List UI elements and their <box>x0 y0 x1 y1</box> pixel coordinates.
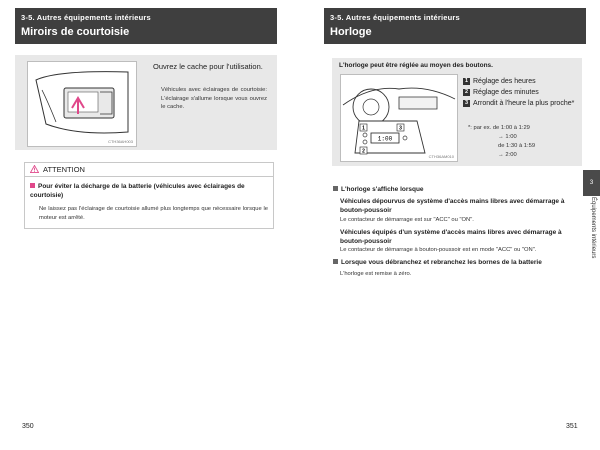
vehicle-b-heading: Véhicules équipés d'un système d'accès mains libres avec démarrage à bouton-poussoir <box>340 229 562 245</box>
vehicle-b-text: Le contacteur de démarrage à bouton-poussoir est en mode "ACC" ou "ON". <box>340 247 537 253</box>
dashboard-icon <box>341 75 457 161</box>
warning-icon <box>30 165 39 173</box>
chapter-tab: 3 <box>583 170 600 196</box>
attention-body: Ne laissez pas l'éclairage de courtoisie allumé plus longtemps que nécessaire lorsque le moteur est arrêté. <box>39 206 268 221</box>
vehicle-a-heading: Véhicules dépourvus de système d'accès mains libres avec démarrage à bouton-poussoir <box>340 198 565 214</box>
square-bullet-icon <box>333 186 338 191</box>
mirror-illustration <box>27 61 137 147</box>
footnote-prefix: *: par ex. <box>468 125 492 131</box>
attention-box <box>24 162 274 229</box>
attention-heading: Pour éviter la décharge de la batterie (véhicules avec éclairages de courtoisie) <box>30 183 245 199</box>
figure-id: CTH36AM010 <box>428 154 454 159</box>
page-number-left: 350 <box>22 423 34 430</box>
page-title: Horloge <box>330 26 372 38</box>
page-number-right: 351 <box>566 423 578 430</box>
clock-panel <box>332 58 582 166</box>
clock-intro: L'horloge peut être réglée au moyen des boutons. <box>339 62 493 69</box>
svg-text:3: 3 <box>399 125 402 132</box>
section-label: 3-5. Autres équipements intérieurs <box>330 13 460 22</box>
clock-readout: 1:00 <box>377 135 393 143</box>
vehicle-a-text: Le contacteur de démarrage est sur "ACC" ou "ON". <box>340 217 474 223</box>
callout-2: 2 Réglage des minutes <box>464 89 539 96</box>
attention-header <box>25 163 273 177</box>
callout-1: 1 Réglage des heures <box>464 78 536 85</box>
chapter-label: Équipements intérieurs <box>590 197 596 259</box>
page-header-right <box>324 8 586 44</box>
battery-text: L'horloge est remise à zéro. <box>340 271 412 277</box>
figure-id: CTH36AH003 <box>108 139 133 144</box>
attention-label: ATTENTION <box>43 165 85 174</box>
mirror-panel <box>15 55 277 150</box>
battery-heading: Lorsque vous débranchez et rebranchez les bornes de la batterie <box>333 258 578 268</box>
display-heading: L'horloge s'affiche lorsque <box>333 185 578 195</box>
pink-bullet-icon <box>30 183 35 188</box>
rounding-examples: *: par ex. de 1:00 à 1:29 → 1:00 de 1:30 à 1:59 → 2:00 <box>468 125 536 158</box>
svg-text:1: 1 <box>362 125 365 132</box>
courtesy-light-note: Véhicules avec éclairages de courtoisie: L'éclairage s'allume lorsque vous ouvrez le cache. <box>161 87 267 111</box>
callout-list <box>463 76 577 109</box>
clock-illustration <box>340 74 458 162</box>
section-label: 3-5. Autres équipements intérieurs <box>21 13 151 22</box>
page-header-left <box>15 8 277 44</box>
sun-visor-icon <box>28 62 136 146</box>
svg-text:2: 2 <box>362 148 365 155</box>
callout-3: 3 Arrondit à l'heure la plus proche* <box>464 100 575 107</box>
instruction-text: Ouvrez le cache pour l'utilisation. <box>153 62 263 71</box>
page-title: Miroirs de courtoisie <box>21 26 130 38</box>
square-bullet-icon <box>333 259 338 264</box>
